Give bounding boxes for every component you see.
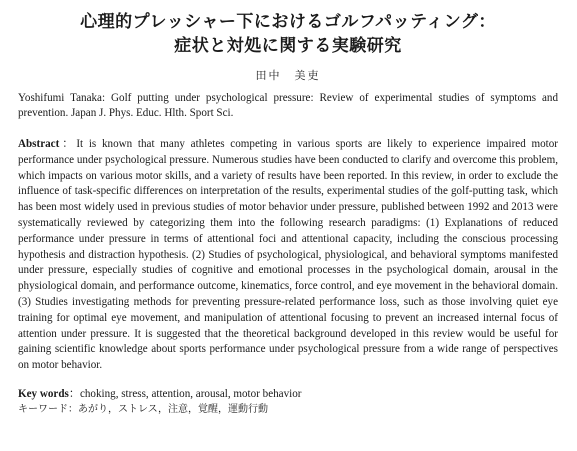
author-name: 田中 美吏 bbox=[255, 69, 321, 82]
keywords-label: Key words bbox=[18, 387, 69, 400]
title-line-1: 心理的プレッシャー下におけるゴルフパッティング： bbox=[80, 12, 496, 32]
title-line-2: 症状と対処に関する実験研究 bbox=[174, 36, 402, 56]
keywords-jp-separator: ： bbox=[68, 403, 78, 415]
keywords-separator: ： bbox=[68, 387, 80, 400]
english-citation: Yoshifumi Tanaka: Golf putting under psychological pressure: Review of experimental studies of symptoms and prevention. Japan J. Phys. Educ. Hlth. Sport Sci. bbox=[18, 92, 558, 119]
keywords-jp-text: あがり，ストレス，注意，覚醒，運動行動 bbox=[78, 403, 268, 415]
abstract-label: Abstract bbox=[18, 138, 60, 150]
paper-title bbox=[18, 10, 558, 58]
paper-page bbox=[18, 10, 558, 417]
keywords bbox=[18, 387, 558, 402]
abstract-separator: ： bbox=[59, 138, 77, 150]
abstract-text: It is known that many athletes competing in various sports are likely to experience impaired motor performance under psychological pressure. Numerous studies have been conducted to clarify and overcome this problem, which impacts on various motor skills, and a variety of results have been reported. In this review, in order to exclude the influence of task-specific differences on interpretation of the results, experimental studies of the golf-putting task, which has been most widely used in previous studies of motor behavior under pressure, published between 1992 and 2013 were systematically reviewed by categorizing them into the following research paradigms: (1) Explanations of reduced performance under pressure in terms of attentional foci and attentional capacity, including the conscious processing hypothesis and distraction hypothesis. (2) Studies of psychological, physiological, and behavioral symptoms manifested under pressure, especially studies of cognitive and emotional processes in the psychological domain, arousal in the physiological domain, and performance outcome, kinematics, force control, and eye movement in the behavioral domain. (3) Studies investigating methods for preventing pressure-related performance loss, such as those involving quiet eye training for optimal eye movement, and manipulation of attentional focusing to prevent an increased internal focus of attention under pressure. It is suggested that the theoretical background developed in this review would be useful for gaining scientific knowledge about sports performance under psychological pressure from a wide range of perspectives on motor behavior. bbox=[18, 138, 558, 372]
keywords-text: choking, stress, attention, arousal, motor behavior bbox=[79, 387, 302, 400]
keywords-jp-label: キーワード bbox=[18, 403, 68, 415]
keywords-japanese bbox=[18, 402, 558, 417]
abstract bbox=[18, 137, 558, 374]
